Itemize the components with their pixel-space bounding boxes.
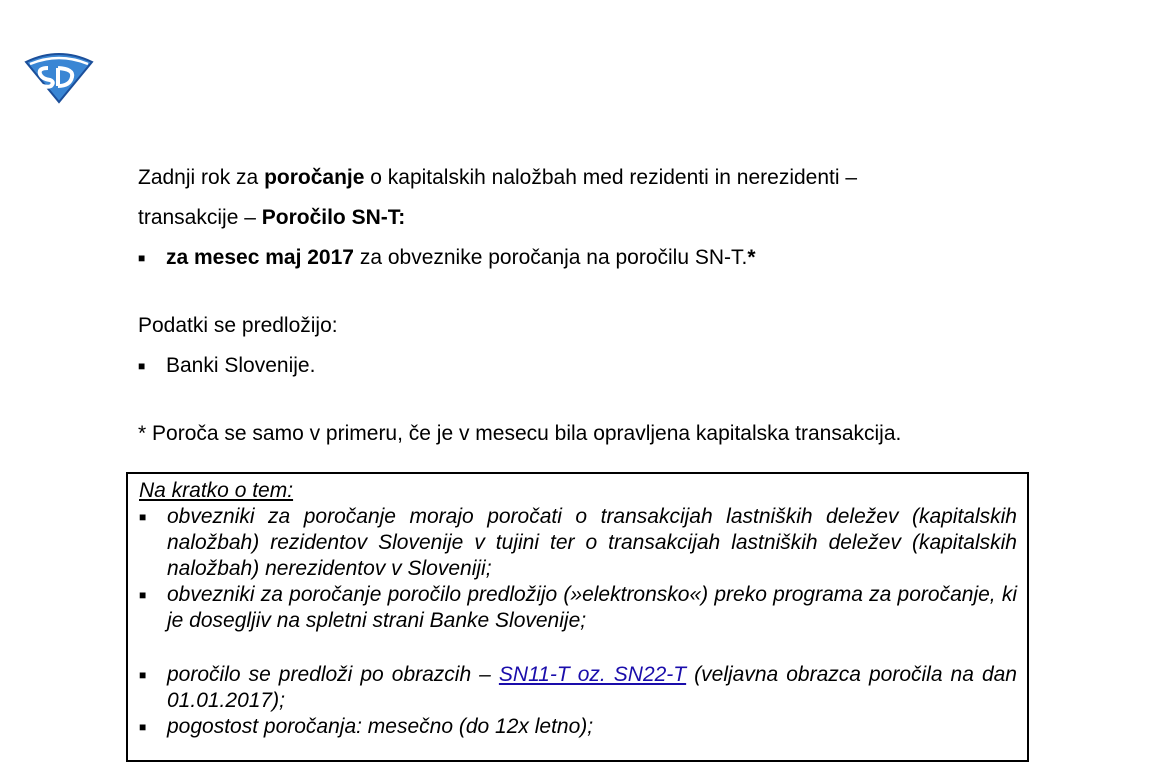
intro-text-line2: transakcije – — [138, 206, 262, 229]
intro-text-cont: o kapitalskih naložbah med rezidenti in nerezidenti – — [364, 166, 858, 189]
bullet-square-icon: ■ — [138, 359, 146, 373]
intro-text: Zadnji rok za — [138, 166, 265, 189]
summary-item — [139, 504, 1017, 582]
summary-item-text: pogostost poročanja: mesečno (do 12x letno); — [167, 715, 594, 738]
intro-paragraph — [138, 158, 1022, 238]
bullet-square-icon: ■ — [139, 668, 147, 682]
summary-item-text-cont: (veljavna obrazca poročila na dan 01.01.2017); — [167, 663, 1017, 712]
footnote-text: Poroča se samo v primeru, če je v mesecu bila opravljena kapitalska transakcija. — [146, 422, 902, 445]
deadline-bold: za mesec maj 2017 — [166, 246, 354, 269]
submit-bullet — [138, 346, 1022, 386]
forms-link[interactable]: SN11-T oz. SN22-T — [498, 663, 687, 686]
bullet-square-icon: ■ — [139, 510, 147, 524]
summary-item-text: obvezniki za poročanje morajo poročati o transakcijah lastniških deležev (kapitalskih naložbah) rezidentov Slovenije v tujini ter o transakcijah lastniških deležev (kapitalskih naložbah) nerezidentov v Sloveniji; — [167, 505, 1017, 580]
main-content — [138, 158, 1022, 454]
deadline-text: za obveznike poročanja na poročilu SN-T. — [353, 246, 748, 269]
summary-title: Na kratko o tem: — [139, 479, 294, 502]
intro-bold-report: Poročilo SN-T: — [261, 206, 406, 229]
summary-item — [139, 714, 1017, 740]
summary-box — [126, 472, 1029, 762]
sd-logo — [22, 48, 96, 104]
footnote-asterisk: * — [138, 422, 147, 445]
deadline-bullet — [138, 238, 1022, 278]
bullet-square-icon: ■ — [139, 720, 147, 734]
footnote — [138, 414, 1022, 454]
summary-item — [139, 662, 1017, 714]
bullet-square-icon: ■ — [138, 251, 146, 265]
summary-item-text: obvezniki za poročanje poročilo predložijo (»elektronsko«) preko programa za poročanje, ki je dosegljiv na spletni strani Banke Slovenije; — [167, 583, 1017, 632]
bullet-square-icon: ■ — [139, 588, 147, 602]
deadline-asterisk: * — [747, 246, 756, 269]
submit-heading: Podatki se predložijo: — [138, 314, 338, 337]
intro-bold-reporting: poročanje — [264, 166, 365, 189]
summary-item-text: poročilo se predloži po obrazcih – — [167, 663, 499, 686]
summary-item — [139, 582, 1017, 634]
submit-item: Banki Slovenije. — [166, 354, 316, 377]
